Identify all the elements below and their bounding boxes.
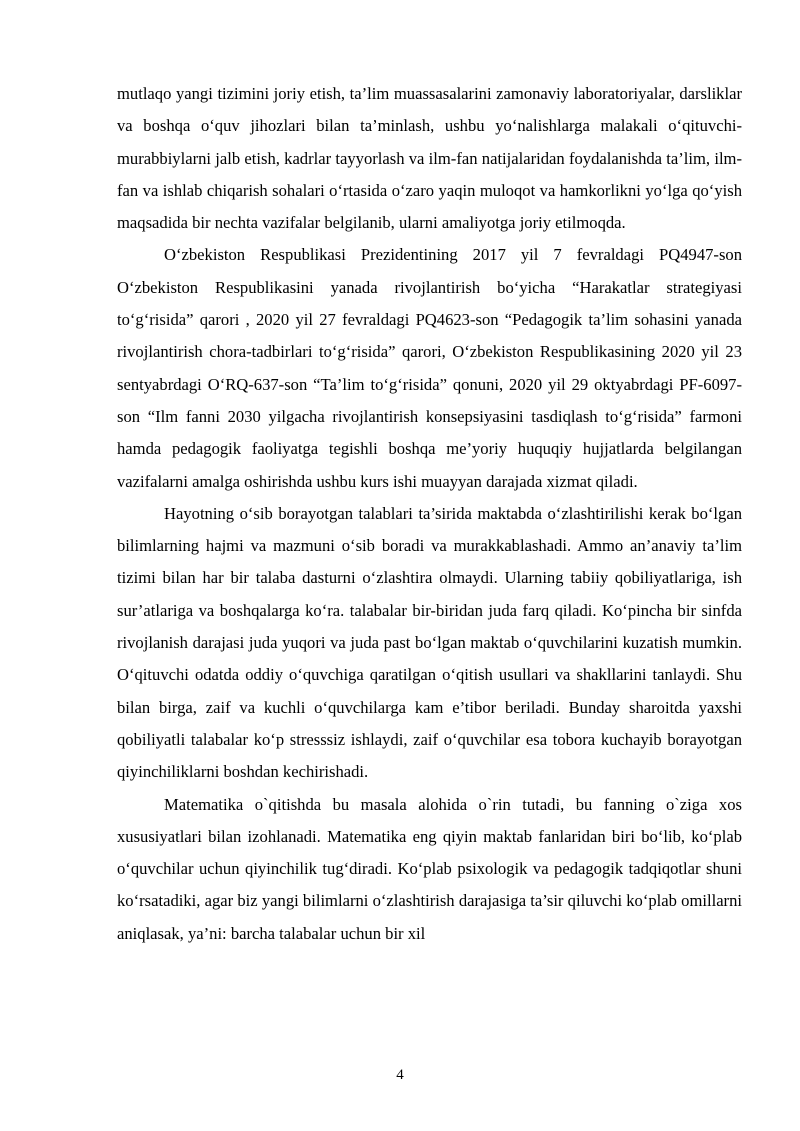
paragraph-continuation: mutlaqo yangi tizimini joriy etish, ta’lim muassasalarini zamonaviy laboratoriyalar, darsliklar va boshqa o‘quv jihozlari bilan ta’minlash, ushbu yo‘nalishlarga malakali o‘qituvchi-murabbiylarni jalb etish, kadrlar tayyorlash va ilm-fan natijalaridan foydalanishda ta’lim, ilm-fan va ishlab chiqarish sohalari o‘rtasida o‘zaro yaqin muloqot va hamkorlikni yo‘lga qo‘yish maqsadida bir nechta vazifalar belgilanib, ularni amaliyotga joriy etilmoqda. [117, 84, 742, 233]
document-page [117, 78, 742, 950]
paragraph-student-differences: Hayotning o‘sib borayotgan talablari ta’sirida maktabda o‘zlashtirilishi kerak bo‘lgan bilimlarning hajmi va mazmuni o‘sib boradi va murakkablashadi. Ammo an’anaviy ta’lim tizimi bilan har bir talaba dasturni o‘zlashtira olmaydi. Ularning tabiiy qobiliyatlariga, ish sur’atlariga va boshqalarga ko‘ra. talabalar bir-biridan juda farq qiladi. Ko‘pincha bir sinfda rivojlanish darajasi juda yuqori va juda past bo‘lgan maktab o‘quvchilarini kuzatish mumkin. O‘qituvchi odatda oddiy o‘quvchiga qaratilgan o‘qitish usullari va shakllarini tanlaydi. Shu bilan birga, zaif va kuchli o‘quvchilarga kam e’tibor beriladi. Bunday sharoitda yaxshi qobiliyatli talabalar ko‘p stresssiz ishlaydi, zaif o‘quvchilar esa tobora kuchayib borayotgan qiyinchiliklarni boshdan kechirishadi. [117, 503, 742, 782]
paragraph-mathematics-teaching: Matematika o`qitishda bu masala alohida o`rin tutadi, bu fanning o`ziga xos xususiyatlari bilan izohlanadi. Matematika eng qiyin maktab fanlaridan biri bo‘lib, ko‘plab o‘quvchilar uchun qiyinchilik tug‘diradi. Ko‘plab psixologik va pedagogik tadqiqotlar shuni ko‘rsatadiki, agar biz yangi bilimlarni o‘zlashtirish darajasiga ta’sir qiluvchi ko‘plab omillarni aniqlasak, ya’ni: barcha talabalar uchun bir xil [117, 794, 742, 943]
page-number: 4 [396, 1067, 404, 1083]
paragraph-legal-references: O‘zbekiston Respublikasi Prezidentining 2017 yil 7 fevraldagi PQ4947-son O‘zbekiston Respublikasini yanada rivojlantirish bo‘yicha “Harakatlar strategiyasi to‘g‘risida” qarori , 2020 yil 27 fevraldagi PQ4623-son “Pedagogik ta’lim sohasini yanada rivojlantirish chora-tadbirlari to‘g‘risida” qarori, O‘zbekiston Respublikasining 2020 yil 23 sentyabrdagi O‘RQ-637-son “Ta’lim to‘g‘risida” qonuni, 2020 yil 29 oktyabrdagi PF-6097- son “Ilm fanni 2030 yilgacha rivojlantirish konsepsiyasini tasdiqlash to‘g‘risida” farmoni hamda pedagogik faoliyatga tegishli boshqa me’yoriy huquqiy hujjatlarda belgilangan vazifalarni amalga oshirishda ushbu kurs ishi muayyan darajada xizmat qiladi. [117, 245, 742, 491]
